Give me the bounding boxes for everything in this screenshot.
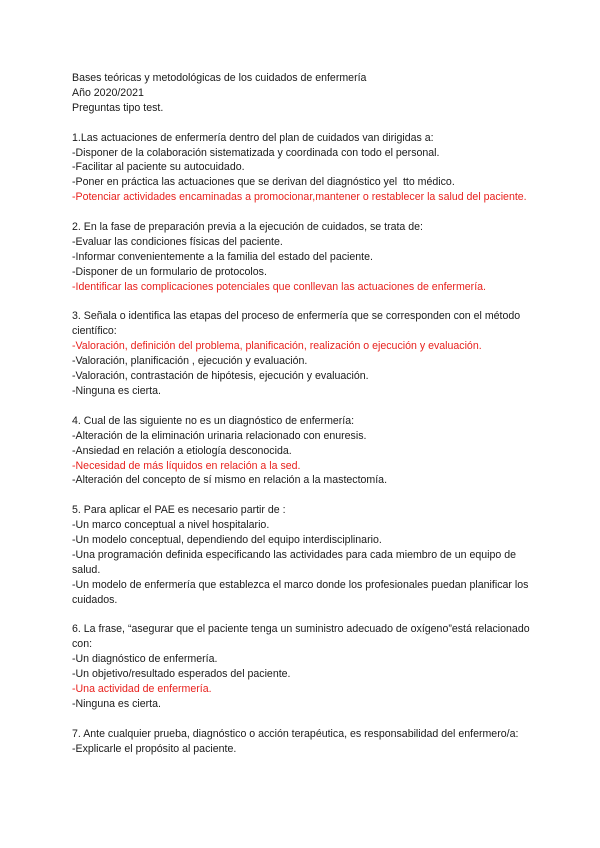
question-block (72, 503, 532, 607)
question-block (72, 220, 532, 295)
answer-option: -Ninguna es cierta. (72, 697, 161, 710)
answer-option: -Un marco conceptual a nivel hospitalario. (72, 519, 270, 532)
document-subtitle: Preguntas tipo test. (72, 101, 164, 114)
question-block (72, 414, 532, 489)
answer-option: -Un objetivo/resultado esperados del paciente. (72, 668, 291, 681)
answer-option: -Un modelo conceptual, dependiendo del equipo interdisciplinario. (72, 534, 382, 547)
question-text: 2. En la fase de preparación previa a la ejecución de cuidados, se trata de: (72, 221, 423, 234)
answer-option: -Evaluar las condiciones físicas del paciente. (72, 235, 283, 248)
answer-option: -Una programación definida especificando las actividades para cada miembro de un equipo de salud. (72, 548, 519, 576)
question-block (72, 131, 532, 206)
correct-answer-option: -Potenciar actividades encaminadas a promocionar,mantener o restablecer la salud del paciente. (72, 191, 527, 204)
answer-option: -Explicarle el propósito al paciente. (72, 742, 237, 755)
question-text: 7. Ante cualquier prueba, diagnóstico o acción terapéutica, es responsabilidad del enfermero/a: (72, 727, 519, 740)
document-title: Bases teóricas y metodológicas de los cuidados de enfermería (72, 72, 367, 84)
answer-option: -Alteración del concepto de sí mismo en relación a la mastectomía. (72, 474, 388, 487)
answer-option: -Ninguna es cierta. (72, 384, 161, 397)
question-block (72, 727, 532, 757)
question-text: 1.Las actuaciones de enfermería dentro del plan de cuidados van dirigidas a: (72, 131, 434, 144)
correct-answer-option: -Una actividad de enfermería. (72, 683, 212, 696)
answer-option: -Facilitar al paciente su autocuidado. (72, 161, 245, 174)
answer-option: -Ansiedad en relación a etiología desconocida. (72, 444, 292, 457)
academic-year: Año 2020/2021 (72, 86, 144, 99)
answer-option: -Disponer de la colaboración sistematizada y coordinada con todo el personal. (72, 146, 440, 159)
question-text: 5. Para aplicar el PAE es necesario partir de : (72, 504, 286, 517)
correct-answer-option: -Valoración, definición del problema, planificación, realización o ejecución y evaluación. (72, 340, 482, 353)
answer-option: -Informar convenientemente a la familia del estado del paciente. (72, 250, 373, 263)
document-header (72, 71, 532, 116)
answer-option: -Valoración, planificación , ejecución y evaluación. (72, 355, 308, 368)
answer-option: -Un diagnóstico de enfermería. (72, 653, 218, 666)
question-text: 6. La frase, “asegurar que el paciente tenga un suministro adecuado de oxígeno”está relacionado con: (72, 623, 533, 651)
answer-option: -Poner en práctica las actuaciones que se derivan del diagnóstico yel tto médico. (72, 176, 455, 189)
question-text: 4. Cual de las siguiente no es un diagnóstico de enfermería: (72, 414, 355, 427)
answer-option: -Un modelo de enfermería que establezca el marco donde los profesionales puedan planificar los cuidados. (72, 578, 532, 606)
answer-option: -Disponer de un formulario de protocolos. (72, 265, 267, 278)
question-block (72, 309, 532, 398)
correct-answer-option: -Necesidad de más líquidos en relación a la sed. (72, 459, 301, 472)
question-text: 3. Señala o identifica las etapas del proceso de enfermería que se corresponden con el método científico: (72, 310, 524, 338)
correct-answer-option: -Identificar las complicaciones potenciales que conllevan las actuaciones de enfermería. (72, 280, 486, 293)
question-block (72, 622, 532, 711)
answer-option: -Valoración, contrastación de hipótesis, ejecución y evaluación. (72, 370, 369, 383)
answer-option: -Alteración de la eliminación urinaria relacionado con enuresis. (72, 429, 367, 442)
document-page (72, 71, 532, 771)
